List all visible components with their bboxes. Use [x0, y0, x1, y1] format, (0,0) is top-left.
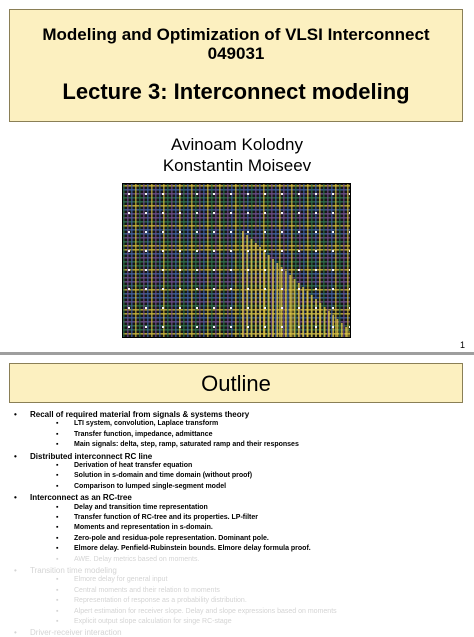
- via-dot: [213, 231, 215, 233]
- via-dot: [315, 288, 317, 290]
- via-dot: [264, 250, 266, 252]
- via-dot: [230, 326, 232, 328]
- staircase-wire: [259, 247, 261, 338]
- vertical-wire: [127, 183, 129, 338]
- via-dot: [332, 326, 334, 328]
- via-dot: [230, 288, 232, 290]
- vertical-wire: [207, 183, 209, 338]
- via-dot: [162, 193, 164, 195]
- bullet-icon: ▪: [56, 503, 59, 511]
- via-dot: [196, 307, 198, 309]
- via-dot: [315, 269, 317, 271]
- outline-item-text: Comparison to lumped single-segment model: [74, 482, 227, 490]
- via-dot: [230, 250, 232, 252]
- staircase-wire: [302, 287, 304, 338]
- outline-item-text: Solution in s-domain and time domain (without proof): [74, 472, 253, 480]
- staircase-wire: [242, 231, 244, 338]
- slide-2: [0, 355, 474, 637]
- staircase-wire: [345, 327, 347, 338]
- via-dot: [298, 326, 300, 328]
- staircase-wire: [264, 251, 266, 338]
- bullet-icon: •: [14, 628, 17, 637]
- author-name: Avinoam Kolodny: [171, 135, 303, 154]
- course-code: 049031: [207, 44, 265, 63]
- vertical-wire: [335, 183, 337, 338]
- vertical-wire: [223, 183, 225, 338]
- via-dot: [179, 212, 181, 214]
- outline-item-text: Distributed interconnect RC line: [30, 451, 153, 461]
- via-dot: [196, 212, 198, 214]
- outline-item-text: Derivation of heat transfer equation: [74, 462, 193, 469]
- via-dot: [315, 193, 317, 195]
- vertical-wire: [279, 183, 281, 338]
- bullet-icon: •: [14, 410, 17, 419]
- via-dot: [128, 326, 130, 328]
- bullet-icon: ▪: [56, 420, 59, 428]
- bullet-icon: •: [14, 493, 17, 503]
- vertical-wire: [231, 183, 233, 338]
- vertical-wire: [191, 183, 193, 338]
- staircase-wire: [307, 291, 309, 338]
- via-dot: [213, 212, 215, 214]
- via-dot: [128, 212, 130, 214]
- via-dot: [315, 326, 317, 328]
- vertical-wire: [287, 183, 289, 338]
- vertical-wire: [215, 183, 217, 338]
- slide-1-title-box: [9, 9, 463, 122]
- via-dot: [196, 193, 198, 195]
- outline-item-text: Recall of required material from signals & systems theory: [30, 410, 250, 419]
- slide-2-title-box: [9, 363, 463, 403]
- via-dot: [281, 288, 283, 290]
- vertical-wire: [183, 183, 185, 338]
- authors: [0, 134, 474, 176]
- staircase-wire: [298, 283, 300, 338]
- via-dot: [247, 231, 249, 233]
- bullet-icon: ▪: [56, 534, 59, 542]
- vertical-wire: [171, 183, 173, 338]
- staircase-wire: [315, 299, 317, 338]
- via-dot: [145, 212, 147, 214]
- via-dot: [264, 326, 266, 328]
- via-dot: [145, 269, 147, 271]
- outline-item-text: Main signals: delta, step, ramp, saturated ramp and their responses: [74, 441, 299, 449]
- via-dot: [213, 250, 215, 252]
- bullet-icon: ▪: [56, 618, 59, 625]
- bullet-icon: ▪: [56, 514, 59, 521]
- via-dot: [128, 307, 130, 309]
- staircase-wire: [276, 263, 278, 338]
- via-dot: [162, 288, 164, 290]
- via-dot: [196, 288, 198, 290]
- vertical-wire: [155, 183, 157, 338]
- vertical-wire: [283, 183, 285, 338]
- via-dot: [162, 326, 164, 328]
- via-dot: [128, 231, 130, 233]
- vertical-wire: [275, 183, 277, 338]
- vertical-wire: [143, 183, 145, 338]
- bullet-icon: ▪: [56, 545, 59, 553]
- via-dot: [332, 269, 334, 271]
- author-name: Konstantin Moiseev: [162, 156, 312, 175]
- via-dot: [298, 288, 300, 290]
- outline-item-text: AWE. Delay metrics based on moments.: [74, 555, 200, 563]
- via-dot: [179, 231, 181, 233]
- via-dot: [315, 212, 317, 214]
- via-dot: [298, 269, 300, 271]
- via-dot: [298, 250, 300, 252]
- via-dot: [213, 269, 215, 271]
- outline-item-text: Delay and transition time representation: [74, 503, 208, 511]
- staircase-wire: [255, 243, 257, 338]
- via-dot: [315, 231, 317, 233]
- staircase-wire: [337, 319, 339, 338]
- interconnect-layout-image: [122, 183, 351, 338]
- via-dot: [247, 193, 249, 195]
- outline-item-text: Interconnect as an RC-tree: [30, 493, 132, 503]
- staircase-wire: [319, 303, 321, 338]
- staircase-wire: [272, 259, 274, 338]
- vertical-wire: [195, 183, 197, 338]
- bullet-icon: •: [14, 566, 17, 575]
- vertical-wire: [131, 183, 133, 338]
- staircase-wire: [268, 255, 270, 338]
- via-dot: [315, 307, 317, 309]
- outline-item-text: Transfer function, impedance, admittance: [74, 430, 213, 438]
- via-dot: [332, 288, 334, 290]
- vertical-wire: [199, 183, 201, 338]
- via-dot: [332, 212, 334, 214]
- vertical-wire: [167, 183, 169, 338]
- vertical-wire: [139, 183, 141, 338]
- vertical-wire: [211, 183, 213, 338]
- via-dot: [128, 250, 130, 252]
- bullet-icon: •: [14, 451, 17, 461]
- outline-item-text: Elmore delay for general input: [74, 576, 168, 584]
- bullet-icon: ▪: [56, 462, 59, 469]
- via-dot: [332, 231, 334, 233]
- outline-item-text: Alpert estimation for receiver slope. Delay and slope expressions based on moments: [74, 607, 337, 615]
- via-dot: [128, 288, 130, 290]
- via-dot: [128, 193, 130, 195]
- bullet-icon: ▪: [56, 482, 59, 490]
- via-dot: [281, 269, 283, 271]
- via-dot: [145, 231, 147, 233]
- bullet-icon: ▪: [56, 441, 59, 449]
- vertical-wire: [179, 183, 181, 338]
- via-dot: [162, 307, 164, 309]
- via-dot: [145, 193, 147, 195]
- via-dot: [247, 326, 249, 328]
- outline-item-text: Transition time modeling: [30, 566, 117, 575]
- vertical-wire: [163, 183, 165, 338]
- via-dot: [247, 212, 249, 214]
- outline-item-text: Moments and representation in s-domain.: [74, 524, 213, 532]
- via-dot: [196, 250, 198, 252]
- outline-item-text: Central moments and their relation to moments: [74, 586, 220, 594]
- via-dot: [145, 307, 147, 309]
- via-dot: [264, 288, 266, 290]
- via-dot: [145, 288, 147, 290]
- page-number: 1: [459, 340, 465, 350]
- via-dot: [332, 307, 334, 309]
- vertical-wire: [227, 183, 229, 338]
- via-dot: [230, 269, 232, 271]
- staircase-wire: [294, 279, 296, 338]
- via-dot: [264, 193, 266, 195]
- via-dot: [281, 326, 283, 328]
- via-dot: [179, 250, 181, 252]
- vertical-wire: [175, 183, 177, 338]
- staircase-wire: [341, 323, 343, 338]
- vertical-wire: [159, 183, 161, 338]
- vertical-wire: [291, 183, 293, 338]
- via-dot: [145, 250, 147, 252]
- via-dot: [179, 307, 181, 309]
- staircase-wire: [311, 295, 313, 338]
- staircase-wire: [324, 307, 326, 338]
- staircase-wire: [328, 311, 330, 338]
- via-dot: [213, 193, 215, 195]
- via-dot: [162, 269, 164, 271]
- via-dot: [315, 250, 317, 252]
- via-dot: [162, 231, 164, 233]
- via-dot: [196, 269, 198, 271]
- bullet-icon: ▪: [56, 607, 59, 615]
- vertical-wire: [203, 183, 205, 338]
- via-dot: [230, 307, 232, 309]
- bullet-icon: ▪: [56, 586, 59, 594]
- outline-item-text: Transfer function of RC-tree and its properties. LP-filter: [74, 514, 258, 521]
- vertical-wire: [239, 183, 241, 338]
- via-dot: [264, 212, 266, 214]
- outline-title: Outline: [201, 371, 271, 396]
- course-title: Modeling and Optimization of VLSI Interconnect: [42, 25, 430, 44]
- via-dot: [247, 288, 249, 290]
- via-dot: [145, 326, 147, 328]
- via-dot: [247, 269, 249, 271]
- vertical-wire: [151, 183, 153, 338]
- via-dot: [179, 269, 181, 271]
- via-dot: [298, 231, 300, 233]
- bullet-icon: ▪: [56, 472, 59, 480]
- vertical-wire: [123, 183, 125, 338]
- via-dot: [281, 250, 283, 252]
- via-dot: [264, 307, 266, 309]
- staircase-wire: [285, 271, 287, 338]
- via-dot: [298, 212, 300, 214]
- via-dot: [179, 326, 181, 328]
- bullet-icon: ▪: [56, 524, 59, 532]
- vertical-wire: [343, 183, 345, 338]
- lecture-title: Lecture 3: Interconnect modeling: [62, 79, 410, 104]
- vertical-wire: [347, 183, 349, 338]
- via-dot: [179, 193, 181, 195]
- via-dot: [281, 231, 283, 233]
- staircase-wire: [289, 275, 291, 338]
- via-dot: [162, 212, 164, 214]
- via-dot: [281, 212, 283, 214]
- vertical-wire: [135, 183, 137, 338]
- via-dot: [179, 288, 181, 290]
- via-dot: [162, 250, 164, 252]
- via-dot: [264, 269, 266, 271]
- via-dot: [247, 307, 249, 309]
- vertical-wire: [147, 183, 149, 338]
- outline-item-text: Driver-receiver interaction: [30, 628, 122, 637]
- vertical-wire: [219, 183, 221, 338]
- via-dot: [196, 326, 198, 328]
- bullet-icon: ▪: [56, 555, 59, 563]
- via-dot: [213, 326, 215, 328]
- via-dot: [247, 250, 249, 252]
- via-dot: [298, 193, 300, 195]
- vertical-wire: [339, 183, 341, 338]
- via-dot: [230, 193, 232, 195]
- via-dot: [332, 193, 334, 195]
- vertical-wire: [187, 183, 189, 338]
- outline-item-text: Elmore delay. Penfield-Rubinstein bounds. Elmore delay formula proof.: [74, 545, 311, 553]
- via-dot: [281, 307, 283, 309]
- vertical-wire: [331, 183, 333, 338]
- bullet-icon: ▪: [56, 430, 59, 438]
- bullet-icon: ▪: [56, 597, 59, 605]
- via-dot: [230, 231, 232, 233]
- staircase-wire: [251, 239, 253, 338]
- via-dot: [332, 250, 334, 252]
- via-dot: [230, 212, 232, 214]
- via-dot: [298, 307, 300, 309]
- via-dot: [128, 269, 130, 271]
- outline-item-text: LTI system, convolution, Laplace transform: [74, 420, 219, 428]
- outline-item-text: Representation of response as a probability distribution.: [74, 597, 247, 605]
- vertical-wire: [235, 183, 237, 338]
- via-dot: [213, 307, 215, 309]
- bullet-icon: ▪: [56, 576, 59, 584]
- outline-item-text: Zero-pole and residua-pole representation. Dominant pole.: [74, 534, 269, 542]
- via-dot: [213, 288, 215, 290]
- via-dot: [264, 231, 266, 233]
- outline-item-text: Explicit output slope calculation for singe RC-stage: [74, 618, 232, 625]
- via-dot: [281, 193, 283, 195]
- via-dot: [196, 231, 198, 233]
